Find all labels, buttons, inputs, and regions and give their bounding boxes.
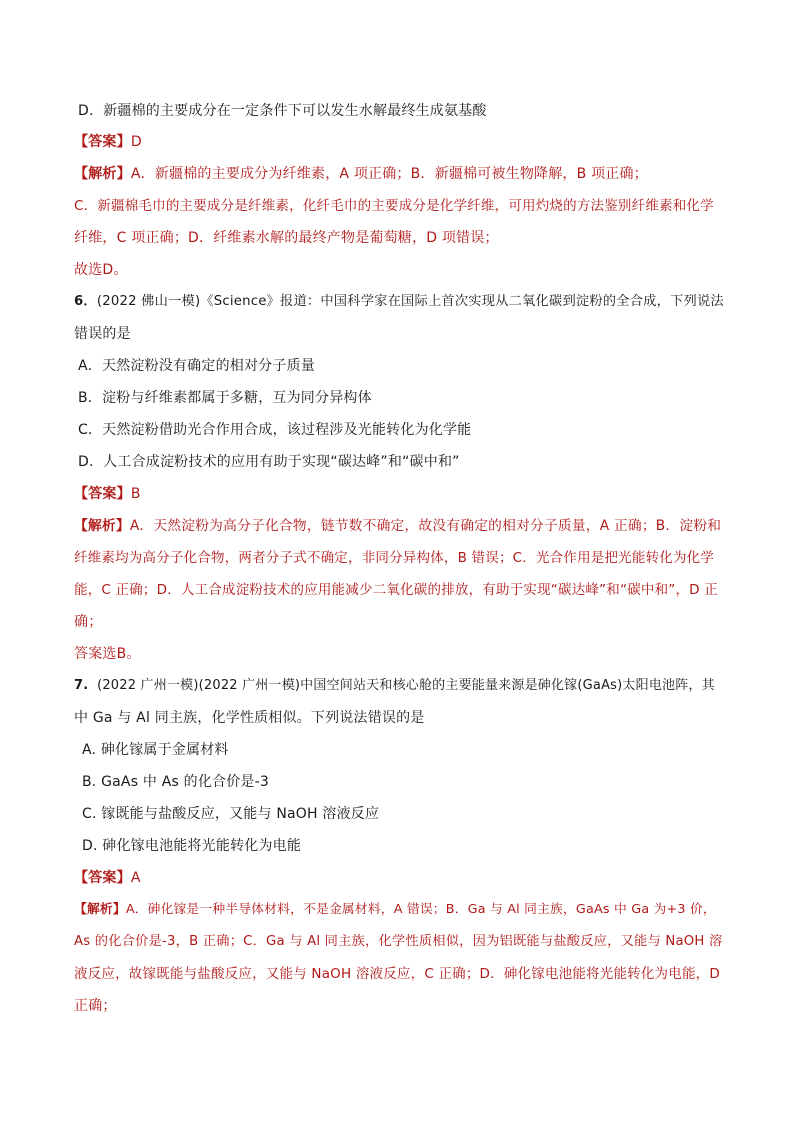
q7-option-a: A. 砷化镓属于金属材料 bbox=[82, 742, 229, 758]
q6-stem-line-1 bbox=[74, 292, 724, 312]
q5-analysis-line-4: 故选D。 bbox=[74, 262, 128, 278]
analysis-label: 【解析】 bbox=[74, 902, 126, 917]
answer-value: B bbox=[130, 486, 141, 502]
q5-analysis-line-1 bbox=[74, 164, 724, 184]
q6-number: 6． bbox=[74, 294, 97, 309]
q6-stem-line-2: 错误的是 bbox=[74, 326, 131, 342]
q7-analysis-line-1 bbox=[74, 900, 724, 920]
answer-label: 【答案】 bbox=[74, 870, 131, 886]
q7-answer bbox=[74, 868, 724, 888]
analysis-label: 【解析】 bbox=[74, 166, 131, 182]
q5-answer bbox=[74, 132, 724, 152]
q7-number: 7. bbox=[74, 678, 89, 693]
q7-stem-line-2: 中 Ga 与 Al 同主族，化学性质相似。下列说法错误的是 bbox=[74, 710, 425, 726]
q7-option-c: C. 镓既能与盐酸反应，又能与 NaOH 溶液反应 bbox=[82, 806, 380, 822]
analysis-label: 【解析】 bbox=[74, 518, 130, 534]
q7-stem-text: (2022 广州一模)(2022 广州一模)中国空间站天和核心舱的主要能量来源是砷化镓(GaAs)太阳电池阵，其 bbox=[97, 678, 715, 693]
answer-label: 【答案】 bbox=[74, 486, 131, 502]
q6-analysis-line-4: 确； bbox=[74, 614, 103, 630]
q7-analysis-line-3: 液反应，故镓既能与盐酸反应，又能与 NaOH 溶液反应，C 正确；D．砷化镓电池能将光能转化为电能，D bbox=[74, 966, 720, 982]
q6-analysis-line-5: 答案选B。 bbox=[74, 646, 141, 662]
q6-stem-text: (2022 佛山一模)《Science》报道：中国科学家在国际上首次实现从二氧化碳到淀粉的全合成，下列说法 bbox=[96, 294, 724, 309]
q7-option-d: D. 砷化镓电池能将光能转化为电能 bbox=[82, 838, 302, 854]
q5-option-d: D．新疆棉的主要成分在一定条件下可以发生水解最终生成氨基酸 bbox=[78, 103, 487, 119]
analysis-text: A．砷化镓是一种半导体材料，不是金属材料，A 错误；B．Ga 与 Al 同主族，GaAs 中 Ga 为+3 价， bbox=[125, 902, 716, 917]
q6-analysis-line-3: 能，C 正确；D．人工合成淀粉技术的应用能减少二氧化碳的排放，有助于实现“碳达峰”和“碳中和”，D 正 bbox=[74, 582, 718, 598]
q7-stem-line-1 bbox=[74, 676, 724, 696]
q7-analysis-line-4: 正确； bbox=[74, 998, 117, 1014]
q6-option-a: A．天然淀粉没有确定的相对分子质量 bbox=[78, 358, 315, 374]
q6-option-c: C．天然淀粉借助光合作用合成，该过程涉及光能转化为化学能 bbox=[78, 422, 472, 438]
q5-analysis-line-2: C．新疆棉毛巾的主要成分是纤维素，化纤毛巾的主要成分是化学纤维，可用灼烧的方法鉴别纤维素和化学 bbox=[74, 198, 714, 214]
answer-label: 【答案】 bbox=[74, 134, 131, 150]
q6-analysis-line-2: 纤维素均为高分子化合物，两者分子式不确定，非同分异构体，B 错误；C．光合作用是把光能转化为化学 bbox=[74, 550, 715, 566]
q6-option-b: B．淀粉与纤维素都属于多糖，互为同分异构体 bbox=[78, 390, 372, 406]
q6-option-d: D．人工合成淀粉技术的应用有助于实现“碳达峰”和“碳中和” bbox=[78, 454, 460, 470]
q6-answer bbox=[74, 484, 724, 504]
answer-value: D bbox=[130, 134, 142, 150]
answer-value: A bbox=[130, 870, 141, 886]
q7-analysis-line-2: As 的化合价是-3，B 正确；C．Ga 与 Al 同主族，化学性质相似，因为铝既能与盐酸反应，又能与 NaOH 溶 bbox=[74, 934, 723, 949]
analysis-text: A．新疆棉的主要成分为纤维素，A 项正确；B．新疆棉可被生物降解，B 项正确； bbox=[130, 166, 648, 182]
analysis-text: A．天然淀粉为高分子化合物，链节数不确定，故没有确定的相对分子质量，A 正确；B．淀粉和 bbox=[129, 518, 722, 534]
q6-analysis-line-1 bbox=[74, 516, 724, 536]
q5-analysis-line-3: 纤维，C 项正确；D．纤维素水解的最终产物是葡萄糖，D 项错误； bbox=[74, 230, 499, 246]
q7-option-b: B. GaAs 中 As 的化合价是-3 bbox=[82, 774, 269, 790]
